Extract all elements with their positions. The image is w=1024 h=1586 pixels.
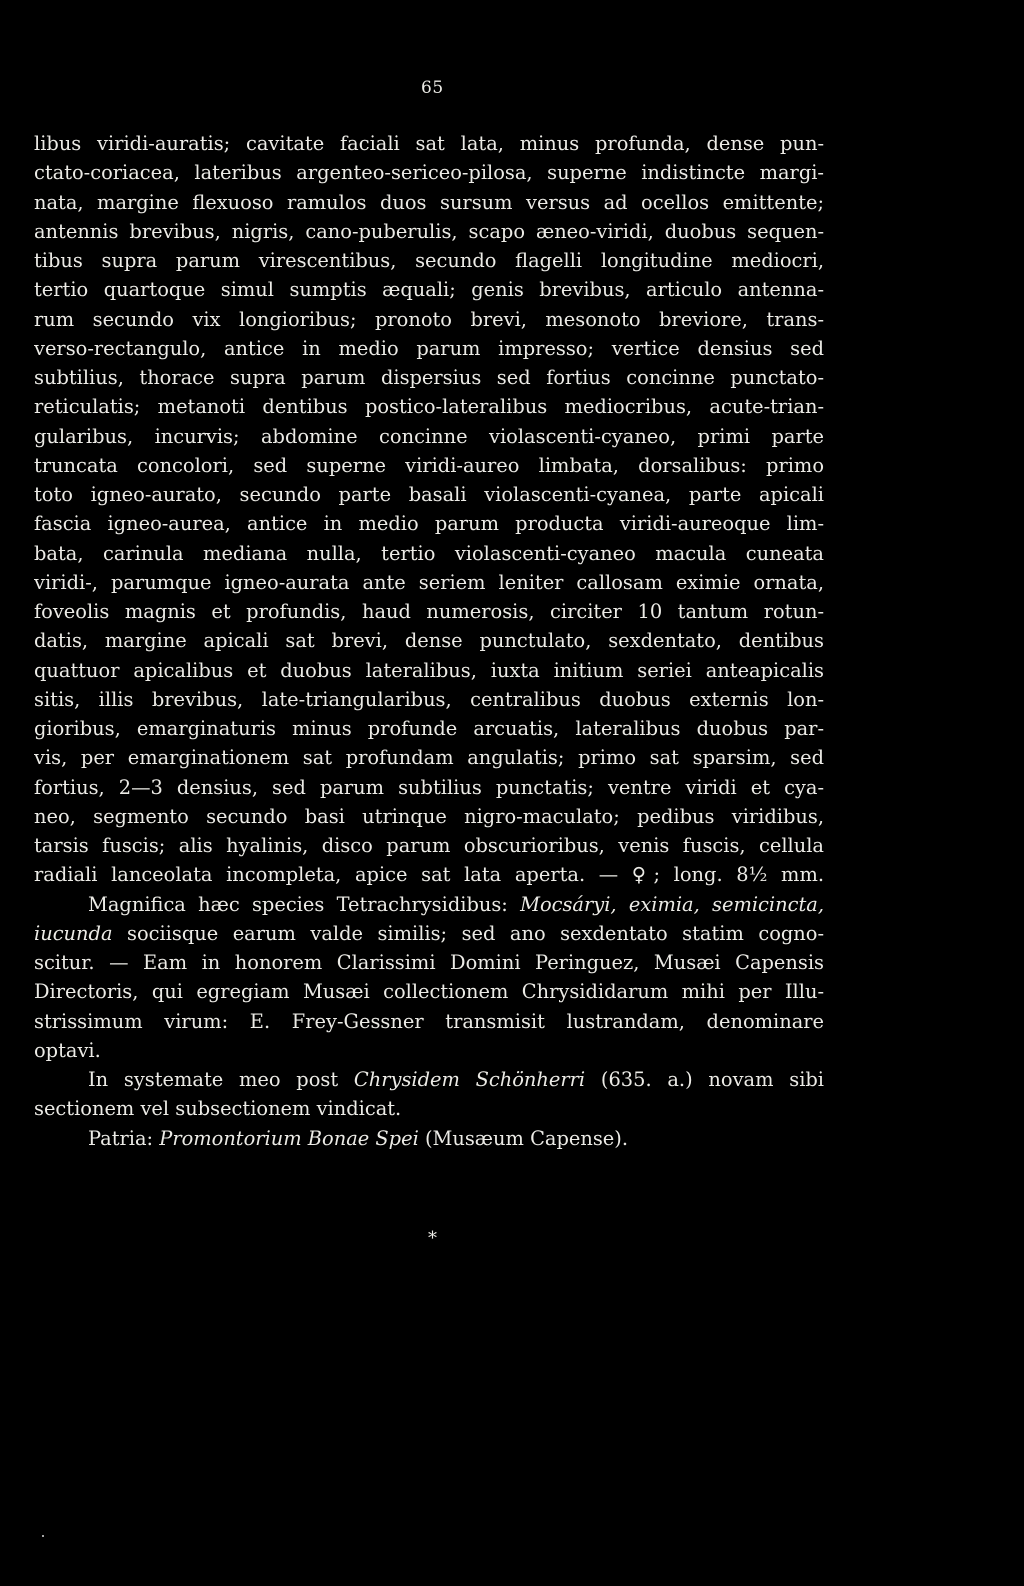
text-line — [34, 919, 824, 948]
text-segment: fortius, 2—3 densius, sed parum subtilius punctatis; ventre viridi et cya- — [34, 775, 824, 799]
page-number: 65 — [421, 78, 444, 98]
text-segment: tarsis fuscis; alis hyalinis, disco parum obscurioribus, venis fuscis, cellula — [34, 834, 824, 857]
text-segment: neo, segmento secundo basi utrinque nigro-maculato; pedibus viridibus, — [34, 804, 824, 828]
text-line — [34, 305, 824, 334]
text-line — [34, 890, 824, 919]
text-line — [34, 422, 824, 451]
text-segment: ctato-coriacea, lateribus argenteo-sericeo-pilosa, superne indistincte margi- — [34, 161, 824, 185]
text-segment: Directoris, qui egregiam Musæi collectionem Chrysididarum mihi per Illu- — [34, 980, 824, 1004]
text-segment: Magnifica hæc species Tetrachrysidibus: — [88, 892, 521, 916]
text-line — [34, 509, 824, 538]
text-segment: radiali lanceolata incompleta, apice sat lata aperta. — ♀; long. 8½ mm. — [34, 863, 824, 887]
text-line — [34, 860, 824, 889]
text-line — [34, 1007, 824, 1036]
text-segment: (635. a.) novam sibi — [585, 1068, 824, 1091]
text-segment: sociisque earum valde similis; sed ano sexdentato statim cogno- — [112, 921, 824, 945]
text-segment: sitis, illis brevibus, late-triangularibus, centralibus duobus externis lon- — [34, 687, 824, 711]
text-segment: fascia igneo-aurea, antice in medio parum producta viridi-aureoque lim- — [34, 512, 824, 536]
text-segment: reticulatis; metanoti dentibus postico-lateralibus mediocribus, acute-trian- — [34, 395, 824, 419]
text-line — [34, 334, 824, 363]
scan-speck — [42, 1535, 44, 1537]
text-segment: toto igneo-aurato, secundo parte basali violascenti-cyanea, parte apicali — [34, 483, 824, 506]
text-line — [34, 685, 824, 714]
text-line — [34, 656, 824, 685]
text-segment: vis, per emarginationem sat profundam angulatis; primo sat sparsim, sed — [34, 746, 824, 770]
text-line — [34, 188, 824, 217]
text-segment: foveolis magnis et profundis, haud numerosis, circiter 10 tantum rotun- — [34, 600, 824, 623]
text-line — [34, 246, 824, 275]
text-line — [34, 831, 824, 860]
text-segment: libus viridi-auratis; cavitate faciali sat lata, minus profunda, dense pun- — [34, 132, 824, 155]
text-segment: subtilius, thorace supra parum dispersius sed fortius concinne punctato- — [34, 366, 824, 389]
text-line — [34, 363, 824, 392]
text-segment: truncata concolori, sed superne viridi-aureo limbata, dorsalibus: primo — [34, 453, 824, 477]
text-segment: quattuor apicalibus et duobus lateralibus, iuxta initium seriei anteapicalis — [34, 658, 824, 682]
italic-text-segment: Mocsáryi, eximia, semicincta, — [520, 892, 824, 916]
text-line — [34, 217, 824, 246]
text-line — [34, 568, 824, 597]
text-line — [34, 977, 824, 1006]
text-segment: viridi-, parumque igneo-aurata ante seriem leniter callosam eximie ornata, — [34, 570, 824, 594]
body-text — [34, 129, 824, 1153]
text-segment: scitur. — Eam in honorem Clarissimi Domini Peringuez, Musæi Capensis — [34, 951, 824, 974]
text-line — [34, 626, 824, 655]
text-segment: strissimum virum: E. Frey-Gessner transmisit lustrandam, denominare — [34, 1009, 824, 1033]
text-line — [34, 480, 824, 509]
italic-text-segment: Chrysidem Schönherri — [353, 1068, 586, 1091]
text-segment: bata, carinula mediana nulla, tertio violascenti-cyaneo macula cuneata — [34, 541, 824, 565]
text-line — [34, 802, 824, 831]
text-line — [34, 714, 824, 743]
text-segment: verso-rectangulo, antice in medio parum impresso; vertice densius sed — [34, 336, 824, 360]
italic-text-segment: Promontorium Bonae Spei — [159, 1126, 419, 1150]
section-separator: * — [428, 1228, 437, 1249]
text-line — [34, 392, 824, 421]
text-segment: nata, margine flexuoso ramulos duos sursum versus ad ocellos emittente; — [34, 190, 824, 214]
text-line — [34, 451, 824, 480]
text-segment: rum secundo vix longioribus; pronoto brevi, mesonoto breviore, trans- — [34, 307, 824, 331]
text-line — [34, 539, 824, 568]
text-segment: tertio quartoque simul sumptis æquali; genis brevibus, articulo antenna- — [34, 278, 824, 302]
text-line — [34, 773, 824, 802]
text-line — [34, 1065, 824, 1094]
text-segment: tibus supra parum virescentibus, secundo flagelli longitudine mediocri, — [34, 249, 824, 272]
text-segment: In systemate meo post — [88, 1068, 354, 1091]
text-segment: Patria: — [88, 1126, 160, 1150]
text-segment: gularibus, incurvis; abdomine concinne violascenti-cyaneo, primi parte — [34, 424, 824, 448]
text-line — [34, 129, 824, 158]
text-line — [34, 1094, 824, 1123]
text-segment: sectionem vel subsectionem vindicat. — [34, 1097, 402, 1121]
text-line — [34, 743, 824, 772]
text-line — [34, 1124, 824, 1153]
text-segment: (Musæum Capense). — [418, 1126, 628, 1150]
text-line — [34, 275, 824, 304]
text-segment: gioribus, emarginaturis minus profunde arcuatis, lateralibus duobus par- — [34, 717, 824, 740]
text-line — [34, 1036, 824, 1065]
text-segment: optavi. — [34, 1038, 101, 1062]
text-segment: antennis brevibus, nigris, cano-puberulis, scapo æneo-viridi, duobus sequen- — [34, 219, 824, 243]
text-line — [34, 948, 824, 977]
text-line — [34, 158, 824, 187]
text-line — [34, 597, 824, 626]
text-segment: datis, margine apicali sat brevi, dense punctulato, sexdentato, dentibus — [34, 629, 824, 653]
italic-text-segment: iucunda — [34, 921, 113, 945]
